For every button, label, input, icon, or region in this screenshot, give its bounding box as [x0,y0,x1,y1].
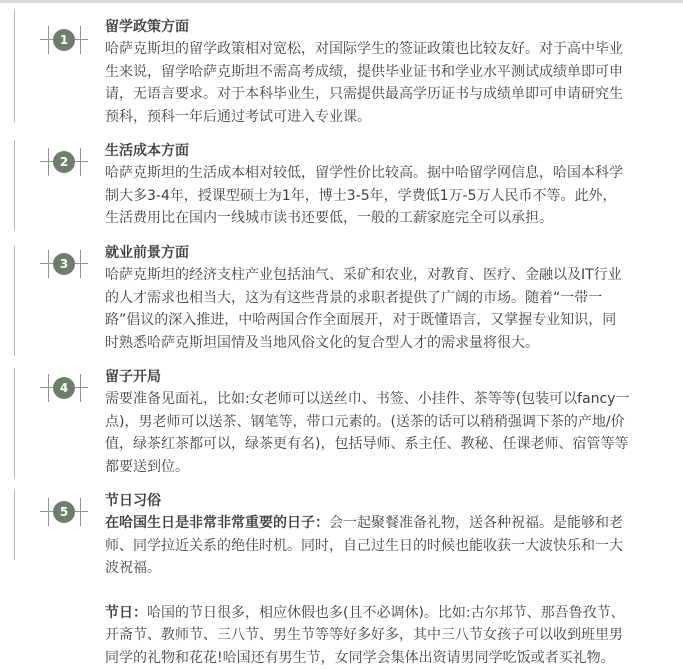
section-body [105,38,653,128]
text-line: 生活费用比在国内一线城市读书还要低，一般的工薪家庭完全可以承担。 [105,210,553,226]
text-line: 点)，男老师可以送茶、钢笔等，带口元素的。(送茶的话可以稍稍强调下茶的产地/价 [105,413,625,430]
section-rule [14,490,15,560]
text-line: 路”倡议的深入推进，中哈两国合作全面展开，对于既懂语言，又掌握专业知识，同 [105,312,617,328]
text-line: 预科，预科一年后通过考试可进入专业课。 [105,108,371,125]
text-line [105,602,653,625]
text-line: 都要送到位。 [105,458,189,475]
text-line: 师、同学拉近关系的绝佳时机。同时，自己过生日的时候也能收获一大波快乐和一大 [105,537,623,554]
text-line: 需要准备见面礼，比如:女老师可以送丝巾、书签、小挂件、茶等等(包装可以fancy一 [105,391,630,407]
text-line: 波祝福。 [105,560,161,576]
text-line: 时熟悉哈萨克斯坦国情及当地风俗文化的复合型人才的需求量将很大。 [105,334,539,351]
paragraph-gap [105,580,653,602]
number-badge: 3 [53,253,75,275]
text-line: 请，无语言要求。对于本科毕业生，只需提供最高学历证书与成绩单即可申请研究生 [105,86,623,102]
section-title: 就业前景方面 [105,245,189,261]
section-title: 节日习俗 [105,493,161,509]
section-rule [14,368,15,478]
section-title: 留学政策方面 [105,19,189,35]
lead-text: 在哈国生日是非常非常重要的日子： [105,515,329,531]
number-badge: 1 [53,29,75,51]
inline-text: 会一起聚餐准备礼物，送各种祝福。是能够和老 [329,515,623,531]
text-line [105,512,653,535]
section-body [105,264,653,354]
text-line: 开斋节、教师节、三八节、男生节等等好多好多，其中三八节女孩子可以收到班里男 [105,627,623,643]
section-body [105,512,653,669]
section-body [105,388,653,478]
top-divider [0,0,683,3]
inline-text: 哈国的节日很多，相应休假也多(且不必调休)。比如:古尔邦节、那吾鲁孜节、 [147,604,625,621]
text-line: 制大多3-4年，授课型硕士为1年，博士3-5年，学费低1万-5万人民币不等。此外， [105,187,617,204]
text-line: 的人才需求也相当大，这为有这些背景的求职者提供了广阔的市场。随着“一带一 [105,289,603,306]
text-line: 值，绿茶红茶都可以，绿茶更有名)，包括导师、系主任、教秘、任课老师、宿管等等 [105,436,629,452]
section-marker [40,492,88,532]
text-line: 哈萨克斯坦的留学政策相对宽松，对国际学生的签证政策也比较友好。对于高中毕业 [105,41,623,57]
number-badge: 2 [53,151,75,173]
text-line: 哈萨克斯坦的生活成本相对较低，留学性价比较高。据中哈留学网信息，哈国本科学 [105,165,623,181]
text-line: 同学的礼物和花花!哈国还有男生节，女同学会集体出资请男同学吃饭或者买礼物。 [105,649,615,666]
section-marker [40,20,88,60]
lead-text: 节日： [105,604,147,621]
text-line: 哈萨克斯坦的经济支柱产业包括油气、采矿和农业，对教育、医疗、金融以及IT行业 [105,267,622,283]
text-line: 生来说，留学哈萨克斯坦不需高考成绩，提供毕业证书和学业水平测试成绩单即可申 [105,63,623,80]
number-badge: 5 [53,501,75,523]
section-rule [14,10,15,122]
section-marker [40,244,88,284]
section-marker [40,368,88,408]
section-body [105,162,653,230]
section-title: 生活成本方面 [105,143,189,159]
section-rule [14,246,15,356]
section-marker [40,142,88,182]
number-badge: 4 [53,377,75,399]
section-title: 留子开局 [105,369,161,385]
section-rule [14,140,15,230]
